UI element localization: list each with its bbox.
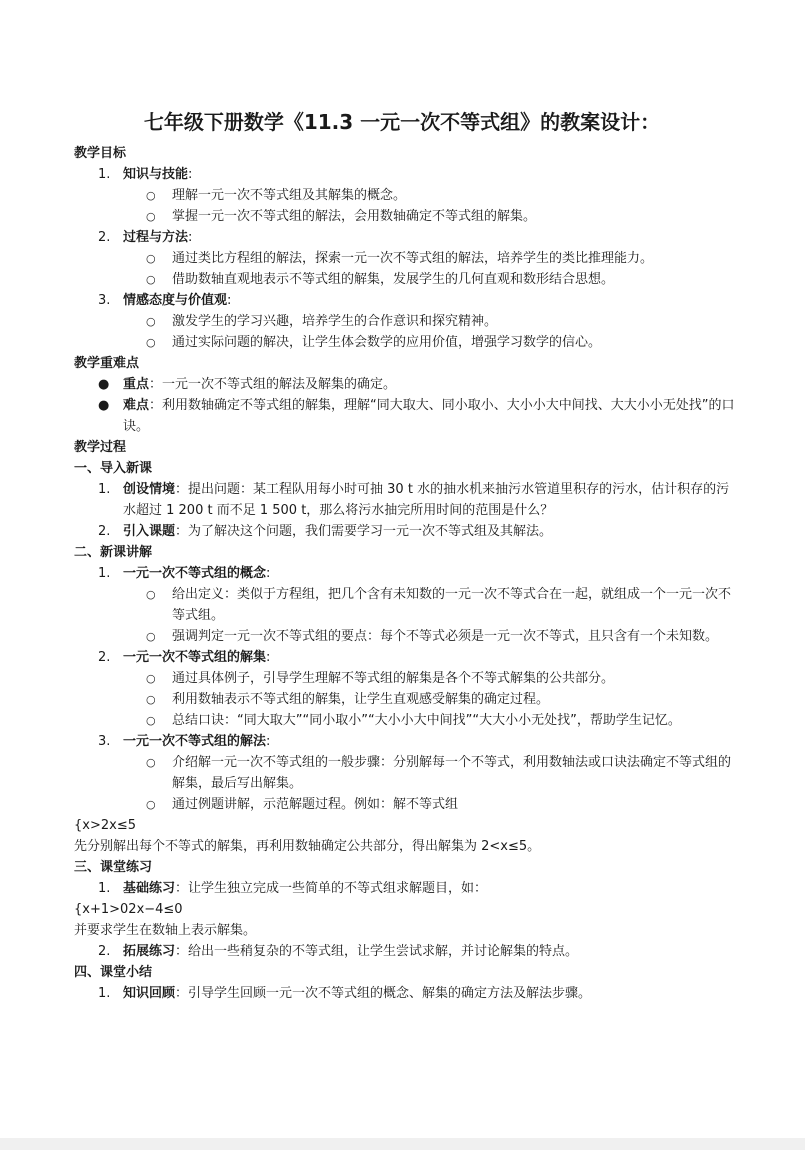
paragraph: 并要求学生在数轴上表示解集。 xyxy=(74,923,257,938)
circle-bullet-icon: ○ xyxy=(146,798,156,811)
page-title: 七年级下册数学《11.3 一元一次不等式组》的教案设计： xyxy=(143,110,661,134)
sub-item-text: 给出定义：类似于方程组，把几个含有未知数的一元一次不等式合在一起，就组成一个一元一次不等式组。 xyxy=(172,587,732,623)
item-label: 过程与方法 xyxy=(123,230,189,245)
lecture-item: 3. 一元一次不等式组的解法: xyxy=(74,731,736,752)
part-heading-lecture: 二、新课讲解 xyxy=(74,545,153,560)
circle-bullet-icon: ○ xyxy=(146,588,156,601)
sub-item-text: 通过类比方程组的解法，探索一元一次不等式组的解法，培养学生的类比推理能力。 xyxy=(172,251,654,266)
list-number: 2. xyxy=(98,524,111,539)
circle-bullet-icon: ○ xyxy=(146,315,156,328)
key-point-item: ● 难点：利用数轴确定不等式组的解集，理解“同大取大、同小取小、大小小大中间找、大大小小无处找”的口诀。 xyxy=(74,395,736,437)
item-label: 一元一次不等式组的概念 xyxy=(123,566,267,581)
goal-item: 1. 知识与技能: xyxy=(74,164,736,185)
sub-item-text: 掌握一元一次不等式组的解法，会用数轴确定不等式组的解集。 xyxy=(172,209,537,224)
sub-item-text: 利用数轴表示不等式组的解集，让学生直观感受解集的确定过程。 xyxy=(172,692,550,707)
list-number: 2. xyxy=(98,650,111,665)
bullet-icon: ● xyxy=(98,377,110,392)
goal-item: 3. 情感态度与价值观: xyxy=(74,290,736,311)
sub-item-text: 理解一元一次不等式组及其解集的概念。 xyxy=(172,188,407,203)
circle-bullet-icon: ○ xyxy=(146,210,156,223)
sub-item xyxy=(74,206,736,227)
lecture-item: 1. 一元一次不等式组的概念: xyxy=(74,563,736,584)
item-text: 利用数轴确定不等式组的解集，理解“同大取大、同小取小、大小小大中间找、大大小小无处找”的口诀。 xyxy=(123,398,735,434)
sub-item-text: 激发学生的学习兴趣，培养学生的合作意识和探究精神。 xyxy=(172,314,498,329)
sub-item-text: 通过具体例子，引导学生理解不等式组的解集是各个不等式解集的公共部分。 xyxy=(172,671,615,686)
circle-bullet-icon: ○ xyxy=(146,189,156,202)
list-number: 1. xyxy=(98,566,111,581)
item-label: 拓展练习 xyxy=(123,944,176,959)
item-label: 一元一次不等式组的解法 xyxy=(123,734,267,749)
circle-bullet-icon: ○ xyxy=(146,672,156,685)
item-label: 难点 xyxy=(123,398,150,413)
sub-item xyxy=(74,710,736,731)
sub-item xyxy=(74,248,736,269)
sub-item-text: 强调判定一元一次不等式组的要点：每个不等式必须是一元一次不等式，且只含有一个未知数。 xyxy=(172,629,719,644)
part-heading-intro: 一、导入新课 xyxy=(74,461,153,476)
item-text: 让学生独立完成一些简单的不等式组求解题目，如： xyxy=(188,881,488,896)
list-number: 1. xyxy=(98,167,111,182)
circle-bullet-icon: ○ xyxy=(146,336,156,349)
part-heading-practice: 三、课堂练习 xyxy=(74,860,153,875)
sub-item xyxy=(74,752,736,794)
document-content xyxy=(74,105,736,1004)
section-heading-goals: 教学目标 xyxy=(74,146,127,161)
sub-item xyxy=(74,626,736,647)
list-number: 3. xyxy=(98,734,111,749)
item-label: 创设情境 xyxy=(123,482,176,497)
list-number: 1. xyxy=(98,881,111,896)
item-text: 提出问题：某工程队用每小时可抽 30 t 水的抽水机来抽污水管道里积存的污水，估计积存的污水超过 1 200 t 而不足 1 500 t，那么将污水抽完所用时间的范围是什么？ xyxy=(123,482,730,518)
sub-item-text: 总结口诀：“同大取大”“同小取小”“大小小大中间找”“大大小小无处找”，帮助学生记忆。 xyxy=(172,713,681,728)
goal-item: 2. 过程与方法: xyxy=(74,227,736,248)
item-label: 重点 xyxy=(123,377,150,392)
item-label: 基础练习 xyxy=(123,881,176,896)
item-label: 情感态度与价值观 xyxy=(123,293,228,308)
practice-item: 2. 拓展练习：给出一些稍复杂的不等式组，让学生尝试求解，并讨论解集的特点。 xyxy=(74,941,736,962)
item-text: 给出一些稍复杂的不等式组，让学生尝试求解，并讨论解集的特点。 xyxy=(188,944,579,959)
list-number: 3. xyxy=(98,293,111,308)
part-heading-summary: 四、课堂小结 xyxy=(74,965,153,980)
list-number: 2. xyxy=(98,230,111,245)
section-heading-key-points: 教学重难点 xyxy=(74,356,140,371)
sub-item xyxy=(74,668,736,689)
list-number: 1. xyxy=(98,986,111,1001)
summary-item: 1. 知识回顾：引导学生回顾一元一次不等式组的概念、解集的确定方法及解法步骤。 xyxy=(74,983,736,1004)
intro-item: 2. 引入课题：为了解决这个问题，我们需要学习一元一次不等式组及其解法。 xyxy=(74,521,736,542)
item-text: 为了解决这个问题，我们需要学习一元一次不等式组及其解法。 xyxy=(188,524,553,539)
circle-bullet-icon: ○ xyxy=(146,273,156,286)
sub-item xyxy=(74,269,736,290)
sub-item xyxy=(74,794,736,815)
bullet-icon: ● xyxy=(98,398,110,413)
item-label: 知识回顾 xyxy=(123,986,176,1001)
sub-item-text: 借助数轴直观地表示不等式组的解集，发展学生的几何直观和数形结合思想。 xyxy=(172,272,615,287)
practice-item: 1. 基础练习：让学生独立完成一些简单的不等式组求解题目，如： xyxy=(74,878,736,899)
section-heading-process: 教学过程 xyxy=(74,440,127,455)
circle-bullet-icon: ○ xyxy=(146,693,156,706)
sub-item xyxy=(74,185,736,206)
math-inequality-system: {x+1>02x−4≤0 xyxy=(74,902,183,917)
list-number: 2. xyxy=(98,944,111,959)
sub-item-text: 介绍解一元一次不等式组的一般步骤：分别解每一个不等式，利用数轴法或口诀法确定不等式组的解集，最后写出解集。 xyxy=(172,755,732,791)
list-number: 1. xyxy=(98,482,111,497)
item-label: 一元一次不等式组的解集 xyxy=(123,650,267,665)
paragraph: 先分别解出每个不等式的解集，再利用数轴确定公共部分，得出解集为 2<x≤5。 xyxy=(74,839,541,854)
math-inequality-system: {x>2x≤5 xyxy=(74,818,136,833)
item-text: 引导学生回顾一元一次不等式组的概念、解集的确定方法及解法步骤。 xyxy=(188,986,592,1001)
circle-bullet-icon: ○ xyxy=(146,252,156,265)
item-label: 知识与技能 xyxy=(123,167,189,182)
circle-bullet-icon: ○ xyxy=(146,756,156,769)
key-point-item: ● 重点：一元一次不等式组的解法及解集的确定。 xyxy=(74,374,736,395)
circle-bullet-icon: ○ xyxy=(146,630,156,643)
item-text: 一元一次不等式组的解法及解集的确定。 xyxy=(162,377,397,392)
item-label: 引入课题 xyxy=(123,524,176,539)
lecture-item: 2. 一元一次不等式组的解集: xyxy=(74,647,736,668)
intro-item: 1. 创设情境：提出问题：某工程队用每小时可抽 30 t 水的抽水机来抽污水管道里积存的污水，估计积存的污水超过 1 200 t 而不足 1 500 t，那么将污水抽完所用时间的范围是什么？ xyxy=(74,479,736,521)
sub-item xyxy=(74,332,736,353)
sub-item xyxy=(74,584,736,626)
sub-item-text: 通过实际问题的解决，让学生体会数学的应用价值，增强学习数学的信心。 xyxy=(172,335,602,350)
circle-bullet-icon: ○ xyxy=(146,714,156,727)
sub-item xyxy=(74,689,736,710)
sub-item xyxy=(74,311,736,332)
sub-item-text: 通过例题讲解，示范解题过程。例如：解不等式组 xyxy=(172,797,459,812)
